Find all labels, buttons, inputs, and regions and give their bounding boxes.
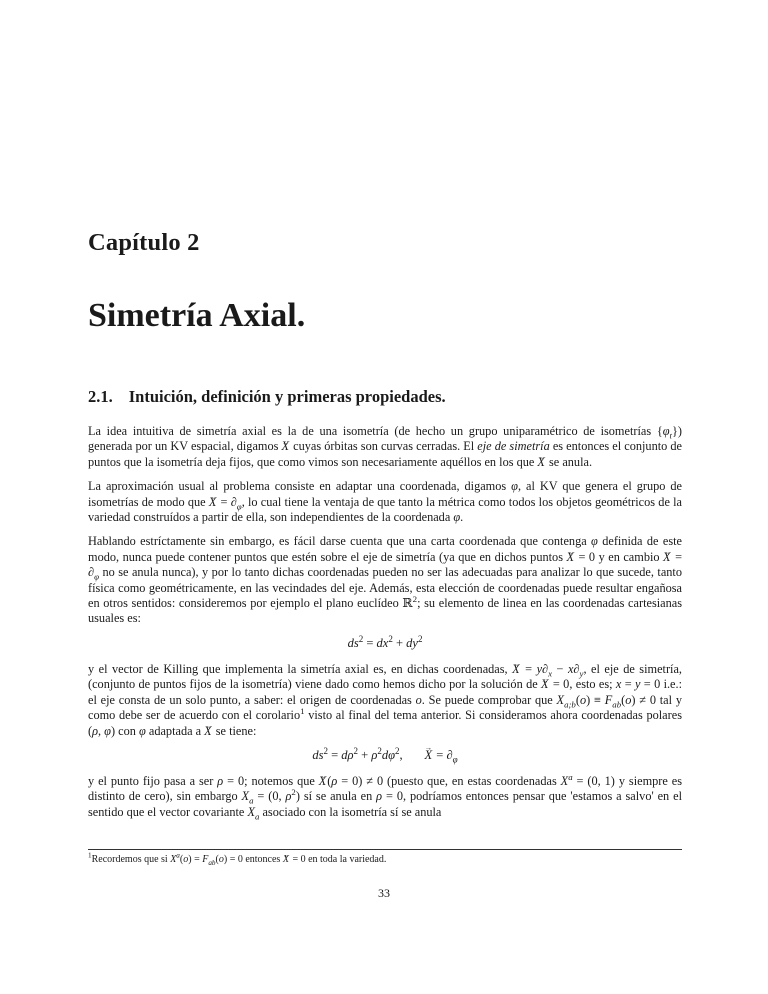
footnote-rule xyxy=(88,849,682,850)
section-number: 2.1. xyxy=(88,387,113,406)
paragraph-strict: Hablando estríctamente sin embargo, es fácil darse cuenta que una carta coordenada que contenga φ definida de este modo, nunca puede contener puntos que estén sobre el eje de simetría (ya que en dichos puntos X → = 0 y en cambio X → = $\partial_\varphi$ no se anula nunca), y por lo tanto dichas coordenadas pueden no ser las adecuadas para analizar lo que sucede, tanto física como geométricamente, en las vecindades del eje. Además, esta elección de coordenadas puede resultar engañosa en otros sentidos: consideremos por ejemplo el plano euclídeo ℝ$^2$; su elemento de linea en las coordenadas cartesianas usuales es: xyxy=(88,534,682,626)
body-text xyxy=(88,424,682,820)
paragraph-intro: La idea intuitiva de simetría axial es la de una isometría (de hecho un grupo uniparamétrico de isometrías $\{\varphi_t\}$) generada por un KV espacial, digamos X → cuyas órbitas son curvas cerradas. El eje de simetría es entonces el conjunto de puntos que la isometría deja fijos, que como vimos son necesariamente aquéllos en los que X → se anula. xyxy=(88,424,682,470)
text-column xyxy=(88,0,682,829)
equation-cartesian-line-element: $ds^2 = dx^2 + dy^2$ xyxy=(347,633,423,650)
footnote-text: $^1$Recordemos que si $X^a(o) = F_{ab}(o) = 0$ entonces X → = 0 en toda la variedad. xyxy=(88,854,682,867)
footnote-area xyxy=(88,849,682,867)
paragraph-fixed-point: y el punto fijo pasa a ser ρ = 0; notemos que X →(ρ = 0) ≠ 0 (puesto que, en estas coordenadas $X^a = (0$, 1) y siempre es distinto de cero), sin embargo $X_a = (0$, $\rho^2$) sí se anula en ρ = 0, podríamos entonces pensar que 'estamos a salvo' en el sentido que el vector covariante $X_a$ asociado con la isometría sí se anula xyxy=(88,774,682,820)
section-heading xyxy=(88,387,682,407)
equation-polar-line-element: $ds^2 = d\rho^2 + \rho^2d\varphi^2$, X → = $\partial_\varphi$ xyxy=(88,748,682,763)
paragraph-killing-vector: y el vector de Killing que implementa la simetría axial es, en dichas coordenadas, X → = $y\partial_x - x\partial_y$, el eje de simetría, (conjunto de puntos fijos de la isometría) viene dado como hemos dicho por la solución de X → = 0, esto es; x = y = 0 i.e.: el eje consta de un solo punto, a saber: el origen de coordenadas o. Se puede comprobar que $X_{a;b}(o) \equiv F_{ab}(o) \ne 0$ tal y como debe ser de acuerdo con el corolario$^1$ visto al final del tema anterior. Si consideramos ahora coordenadas polares (ρ, φ) con φ adaptada a X → se tiene: xyxy=(88,662,682,739)
chapter-title: Simetría Axial. xyxy=(88,297,306,334)
chapter-label: Capítulo 2 xyxy=(88,229,200,256)
paragraph-approach: La aproximación usual al problema consiste en adaptar una coordenada, digamos φ, al KV que genera el grupo de isometrías de modo que X → = $\partial_\varphi$, lo cual tiene la ventaja de que tanto la métrica como todos los objetos geométricos de la variedad construídos a partir de ella, son independientes de la coordenada φ. xyxy=(88,479,682,525)
section-title: Intuición, definición y primeras propiedades. xyxy=(128,387,446,406)
page-number: 33 xyxy=(378,886,390,900)
